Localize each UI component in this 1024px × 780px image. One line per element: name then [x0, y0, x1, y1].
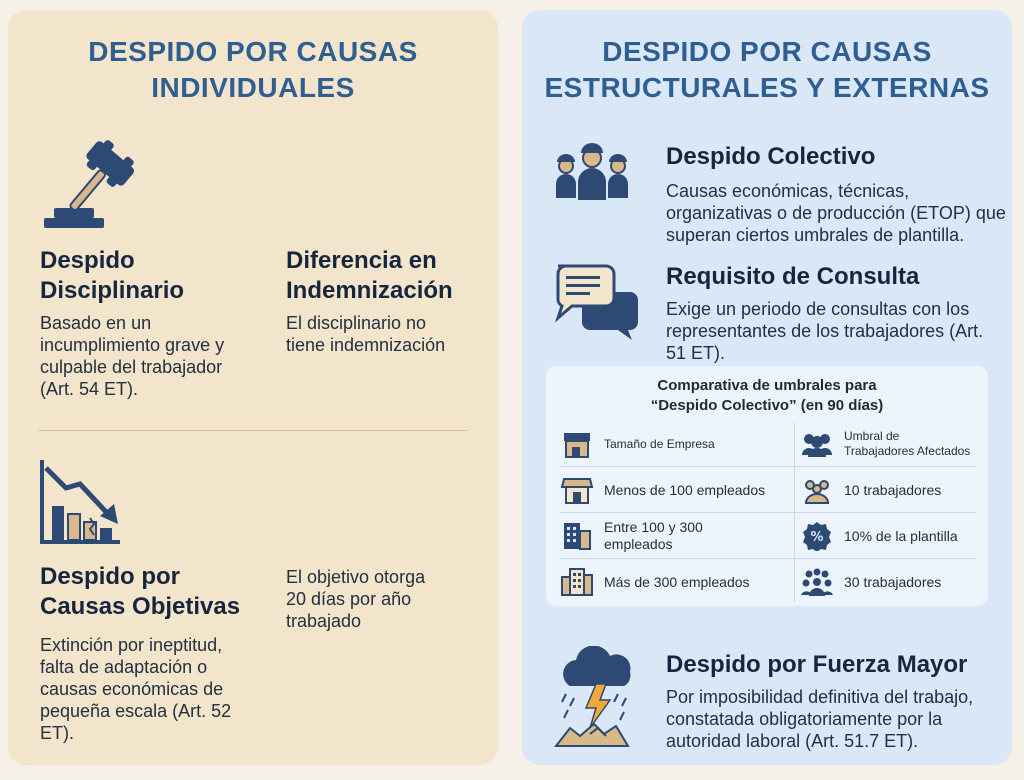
text-despido-colectivo: Causas económicas, técnicas, organizativas o de producción (ETOP) que superan ciertos umbrales de plantilla. — [666, 181, 1006, 245]
table-row — [560, 468, 976, 512]
heading-fuerza-mayor: Despido por Fuerza Mayor — [666, 651, 968, 678]
panel-title-individual: DESPIDO POR CAUSAS INDIVIDUALES — [88, 36, 418, 103]
table-header-row — [560, 422, 976, 466]
cell-company-size: Entre 100 y 300 empleados — [604, 519, 703, 552]
shop-icon — [560, 475, 594, 505]
heading-despido-disciplinario: Despido Disciplinario — [40, 247, 185, 304]
large-group-icon — [800, 567, 834, 597]
large-building-icon — [560, 567, 594, 597]
text-objetivo-indemnizacion: El objetivo otorga 20 días por año trabajado — [286, 567, 426, 631]
table-title: Comparativa de umbrales para “Despido Colectivo” (en 90 días) — [650, 377, 884, 414]
cell-company-size: Más de 300 empleados — [604, 573, 750, 590]
cell-threshold: 10 trabajadores — [844, 481, 942, 498]
header-threshold: Umbral de Trabajadores Afectados — [844, 429, 971, 458]
workers-icon — [552, 138, 632, 202]
text-diferencia-indemnizacion: El disciplinario no tiene indemnización — [286, 313, 446, 355]
table-row — [560, 514, 976, 558]
header-company-size: Tamaño de Empresa — [604, 436, 715, 451]
gavel-icon — [36, 138, 146, 238]
threshold-comparison-table — [546, 366, 988, 606]
cell-company-size: Menos de 100 empleados — [604, 481, 766, 498]
small-group-icon — [800, 475, 834, 505]
cell-threshold: 30 trabajadores — [844, 573, 942, 590]
heading-despido-colectivo: Despido Colectivo — [666, 143, 876, 170]
text-requisito-consulta: Exige un periodo de consultas con los representantes de los trabajadores (Art. 51 ET). — [666, 299, 984, 363]
individual-causes-panel — [8, 10, 498, 765]
building-icon — [560, 521, 594, 551]
falling-chart-icon — [38, 458, 138, 548]
heading-causas-objetivas: Despido por Causas Objetivas — [40, 563, 241, 620]
text-despido-disciplinario: Basado en un incumplimiento grave y culpable del trabajador (Art. 54 ET). — [40, 313, 225, 399]
svg-text:%: % — [810, 530, 824, 545]
percent-icon — [800, 521, 834, 551]
table-row — [560, 560, 976, 604]
heading-diferencia-indemnizacion: Diferencia en Indemnización — [286, 247, 453, 304]
structural-causes-panel — [522, 10, 1012, 765]
people-group-icon — [800, 429, 834, 459]
chat-bubbles-icon — [550, 262, 640, 342]
text-fuerza-mayor: Por imposibilidad definitiva del trabajo, constatada obligatoriamente por la autoridad laboral (Art. 51.7 ET). — [666, 687, 974, 751]
section-divider — [38, 430, 468, 431]
storm-icon — [552, 646, 642, 750]
store-icon — [560, 429, 594, 459]
cell-threshold: 10% de la plantilla — [844, 527, 958, 544]
panel-title-structural: DESPIDO POR CAUSAS ESTRUCTURALES Y EXTERNAS — [544, 36, 990, 103]
text-causas-objetivas: Extinción por ineptitud, falta de adaptación o causas económicas de pequeña escala (Art. 52 ET). — [40, 635, 232, 743]
heading-requisito-consulta: Requisito de Consulta — [666, 263, 920, 290]
